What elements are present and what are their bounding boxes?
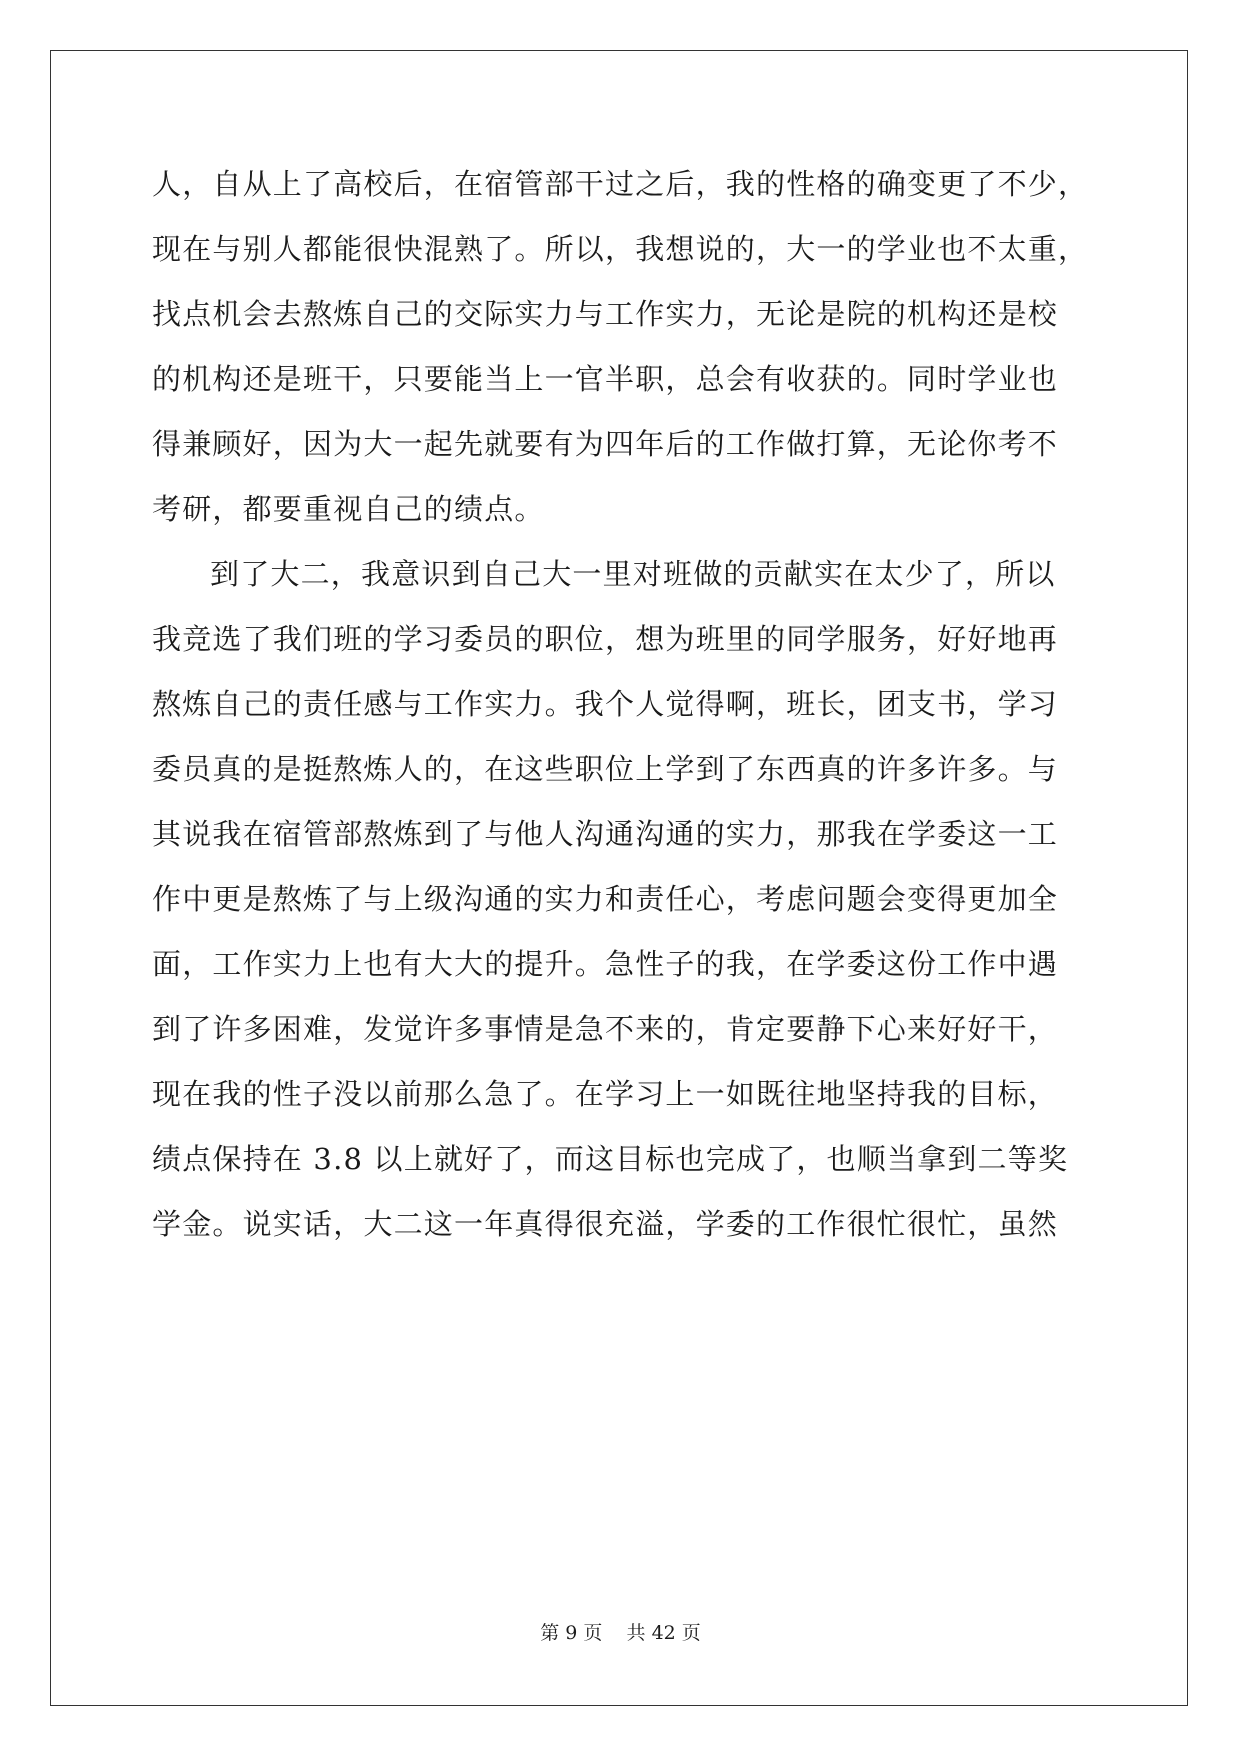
paragraph-line: 找点机会去熬炼自己的交际实力与工作实力，无论是院的机构还是校 xyxy=(152,297,1059,331)
paragraph-line: 人，自从上了高校后，在宿管部干过之后，我的性格的确变更了不少， xyxy=(152,167,1089,201)
paragraph-line: 委员真的是挺熬炼人的，在这些职位上学到了东西真的许多许多。与 xyxy=(152,752,1059,786)
page-number-footer: 第 9 页 共 42 页 xyxy=(540,1622,701,1644)
paragraph-line: 绩点保持在 3.8 以上就好了，而这目标也完成了，也顺当拿到二等奖 xyxy=(152,1142,1069,1176)
paragraph-line: 现在与别人都能很快混熟了。所以，我想说的，大一的学业也不太重， xyxy=(152,232,1089,266)
paragraph-line: 其说我在宿管部熬炼到了与他人沟通沟通的实力，那我在学委这一工 xyxy=(152,817,1059,851)
paragraph-line: 熬炼自己的责任感与工作实力。我个人觉得啊，班长，团支书，学习 xyxy=(152,687,1059,721)
paragraph-line: 得兼顾好，因为大一起先就要有为四年后的工作做打算，无论你考不 xyxy=(152,427,1059,461)
paragraph-line: 面，工作实力上也有大大的提升。急性子的我，在学委这份工作中遇 xyxy=(152,947,1059,981)
paragraph-line: 到了许多困难，发觉许多事情是急不来的，肯定要静下心来好好干， xyxy=(152,1012,1059,1046)
paragraph-line: 到了大二，我意识到自己大一里对班做的贡献实在太少了，所以 xyxy=(210,557,1056,591)
paragraph-line: 现在我的性子没以前那么急了。在学习上一如既往地坚持我的目标， xyxy=(152,1077,1059,1111)
paragraph-line: 的机构还是班干，只要能当上一官半职，总会有收获的。同时学业也 xyxy=(152,362,1059,396)
paragraph-line: 学金。说实话，大二这一年真得很充溢，学委的工作很忙很忙，虽然 xyxy=(152,1207,1059,1241)
paragraph-line: 作中更是熬炼了与上级沟通的实力和责任心，考虑问题会变得更加全 xyxy=(152,882,1059,916)
paragraph-line: 我竞选了我们班的学习委员的职位，想为班里的同学服务，好好地再 xyxy=(152,622,1059,656)
paragraph-line: 考研，都要重视自己的绩点。 xyxy=(152,492,545,526)
